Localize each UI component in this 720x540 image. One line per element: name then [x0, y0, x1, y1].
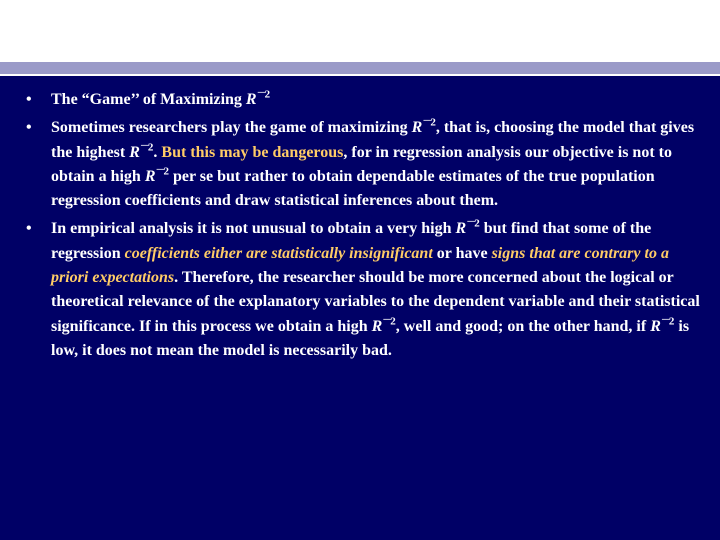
bullet-list	[26, 88, 706, 367]
emphasis-dangerous: But this may be dangerous	[161, 143, 344, 161]
bullet-dot: •	[26, 119, 32, 137]
r-bar-squared: R¯$^2$	[129, 141, 154, 161]
bullet-item-game	[26, 116, 706, 213]
r-bar-squared: R¯$^2$	[411, 116, 436, 137]
r-bar-squared: R¯$^2$	[144, 165, 169, 185]
bullet-text: In empirical analysis it is not unusual to obtain a very high R¯$^2$ but find that some of the regression coefficients either are statistically insignificant or have signs that are contrary to a priori expectations. Therefore, the researcher should be more concerned about the logical or theoretical relevance of the explanatory variables to the dependent variable and their statistical significance. If in this process we obtain a high R¯$^2$, well and good; on the other hand, if R¯$^2$ is low, it does not mean the model is necessarily bad.	[51, 218, 700, 359]
r-bar-squared: R¯$^2$	[650, 315, 675, 335]
bullet-item-empirical	[26, 217, 706, 363]
r-bar-squared: R¯$^2$	[371, 315, 396, 335]
slide-body	[0, 76, 720, 540]
emphasis-contrary-signs: signs that are contrary to a priori expectations	[51, 244, 669, 287]
bullet-dot: •	[26, 220, 32, 238]
r-bar-squared: R¯$^2$	[455, 218, 480, 238]
bullet-item-title	[26, 88, 706, 112]
slide-top-margin	[0, 0, 720, 62]
accent-bar	[0, 62, 720, 74]
bullet-text: Sometimes researchers play the game of maximizing R¯$^2$, that is, choosing the model that gives the highest R¯$^2$. But this may be dangerous, for in regression analysis our objective is not to obtain a high R¯$^2$ per se but rather to obtain dependable estimates of the true population regression coefficients and draw statistical inferences about them.	[51, 116, 695, 210]
emphasis-insignificant: coefficients either are statistically insignificant	[124, 244, 433, 262]
bullet-title: The “Game’’ of Maximizing R¯$^2$	[51, 88, 271, 108]
r-bar-squared: R¯$^2$	[245, 88, 271, 108]
bullet-dot: •	[26, 91, 32, 108]
